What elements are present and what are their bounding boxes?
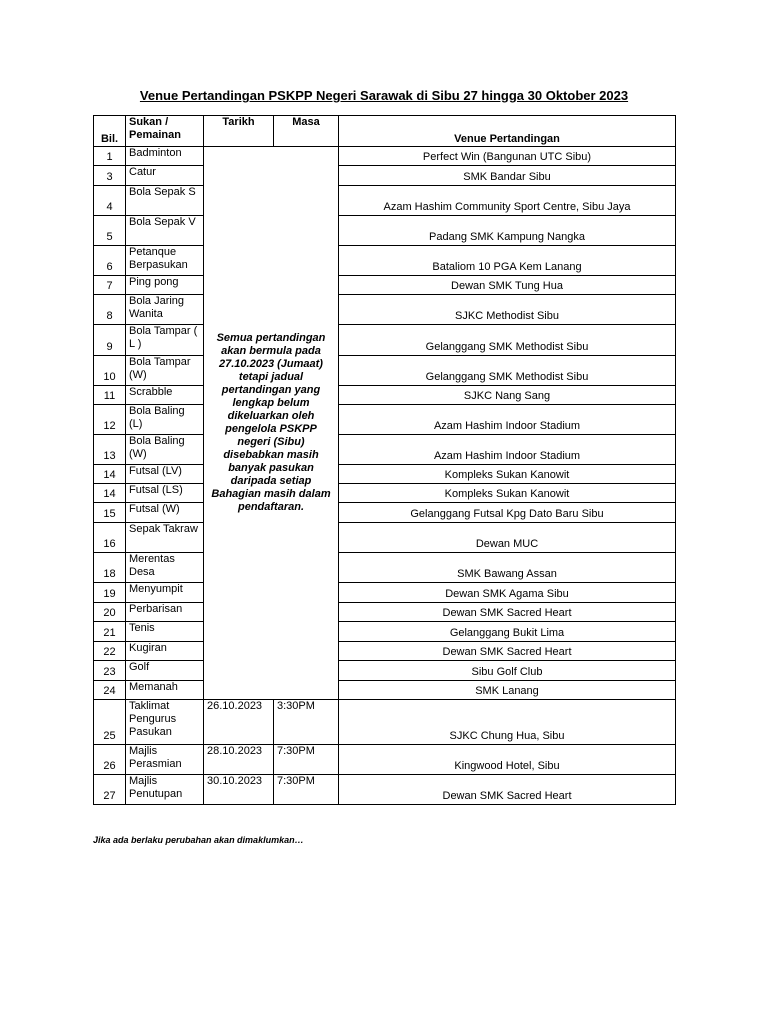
- row-sukan: Futsal (W): [126, 503, 204, 523]
- row-bil: 21: [94, 622, 126, 642]
- table-row: [94, 386, 676, 405]
- table-row: [94, 603, 676, 622]
- row-tarikh: 28.10.2023: [204, 745, 274, 775]
- row-tarikh: 26.10.2023: [204, 700, 274, 745]
- row-sukan: Bola Baling (L): [126, 405, 204, 435]
- row-bil: 12: [94, 405, 126, 435]
- row-sukan: Merentas Desa: [126, 553, 204, 583]
- row-sukan: Majlis Penutupan: [126, 775, 204, 805]
- row-venue: SJKC Methodist Sibu: [339, 295, 676, 325]
- table-row: [94, 503, 676, 523]
- table-row: [94, 246, 676, 276]
- row-sukan: Futsal (LS): [126, 484, 204, 503]
- row-venue: Gelanggang Bukit Lima: [339, 622, 676, 642]
- table-row: [94, 661, 676, 681]
- table-row: [94, 583, 676, 603]
- row-masa: 7:30PM: [274, 745, 339, 775]
- row-sukan: Ping pong: [126, 276, 204, 295]
- row-bil: 19: [94, 583, 126, 603]
- row-sukan: Bola Tampar ( L ): [126, 325, 204, 356]
- row-sukan: Golf: [126, 661, 204, 681]
- row-sukan: Sepak Takraw: [126, 523, 204, 553]
- table-row: [94, 405, 676, 435]
- header-masa: Masa: [274, 116, 339, 147]
- table-row: [94, 295, 676, 325]
- table-row: [94, 681, 676, 700]
- row-bil: 24: [94, 681, 126, 700]
- row-sukan: Menyumpit: [126, 583, 204, 603]
- row-sukan: Petanque Berpasukan: [126, 246, 204, 276]
- header-bil: Bil.: [94, 116, 126, 147]
- row-venue: Azam Hashim Indoor Stadium: [339, 405, 676, 435]
- row-sukan: Bola Jaring Wanita: [126, 295, 204, 325]
- row-bil: 18: [94, 553, 126, 583]
- row-masa: 7:30PM: [274, 775, 339, 805]
- row-bil: 8: [94, 295, 126, 325]
- row-venue: Bataliom 10 PGA Kem Lanang: [339, 246, 676, 276]
- row-sukan: Bola Sepak S: [126, 186, 204, 216]
- row-sukan: Bola Baling (W): [126, 435, 204, 465]
- table-row: [94, 745, 676, 775]
- row-masa: 3:30PM: [274, 700, 339, 745]
- row-bil: 7: [94, 276, 126, 295]
- table-body: [94, 147, 676, 805]
- row-venue: Dewan SMK Tung Hua: [339, 276, 676, 295]
- row-bil: 20: [94, 603, 126, 622]
- row-venue: Azam Hashim Community Sport Centre, Sibu Jaya: [339, 186, 676, 216]
- table-row: [94, 147, 676, 166]
- row-bil: 1: [94, 147, 126, 166]
- table-row: [94, 166, 676, 186]
- table-row: [94, 484, 676, 503]
- table-row: [94, 553, 676, 583]
- row-bil: 15: [94, 503, 126, 523]
- row-venue: Kompleks Sukan Kanowit: [339, 484, 676, 503]
- table-row: [94, 700, 676, 745]
- row-bil: 27: [94, 775, 126, 805]
- schedule-note: Semua pertandingan akan bermula pada 27.10.2023 (Jumaat) tetapi jadual pertandingan yang lengkap belum dikeluarkan oleh pengelola PSKPP negeri (Sibu) disebabkan masih banyak pasukan daripada setiap Bahagian masih dalam pendaftaran.: [204, 147, 339, 700]
- table-row: [94, 186, 676, 216]
- row-venue: SMK Bawang Assan: [339, 553, 676, 583]
- table-row: [94, 775, 676, 805]
- row-sukan: Tenis: [126, 622, 204, 642]
- header-sukan: Sukan / Pemainan: [126, 116, 204, 147]
- row-venue: Gelanggang SMK Methodist Sibu: [339, 325, 676, 356]
- table-row: [94, 622, 676, 642]
- row-venue: SMK Bandar Sibu: [339, 166, 676, 186]
- table-row: [94, 435, 676, 465]
- table-header-row: [94, 116, 676, 147]
- row-venue: SMK Lanang: [339, 681, 676, 700]
- row-bil: 6: [94, 246, 126, 276]
- table-row: [94, 325, 676, 356]
- table-row: [94, 642, 676, 661]
- header-tarikh: Tarikh: [204, 116, 274, 147]
- row-bil: 13: [94, 435, 126, 465]
- row-bil: 22: [94, 642, 126, 661]
- row-bil: 10: [94, 356, 126, 386]
- row-venue: SJKC Chung Hua, Sibu: [339, 700, 676, 745]
- table-row: [94, 276, 676, 295]
- venue-table: [93, 115, 676, 805]
- row-bil: 3: [94, 166, 126, 186]
- row-venue: Gelanggang Futsal Kpg Dato Baru Sibu: [339, 503, 676, 523]
- row-bil: 4: [94, 186, 126, 216]
- row-bil: 23: [94, 661, 126, 681]
- row-sukan: Perbarisan: [126, 603, 204, 622]
- row-venue: Padang SMK Kampung Nangka: [339, 216, 676, 246]
- row-venue: Kingwood Hotel, Sibu: [339, 745, 676, 775]
- row-bil: 26: [94, 745, 126, 775]
- row-sukan: Bola Tampar (W): [126, 356, 204, 386]
- row-sukan: Futsal (LV): [126, 465, 204, 484]
- header-venue: Venue Pertandingan: [339, 116, 676, 147]
- row-venue: Gelanggang SMK Methodist Sibu: [339, 356, 676, 386]
- row-venue: Dewan SMK Sacred Heart: [339, 775, 676, 805]
- row-venue: Dewan SMK Sacred Heart: [339, 642, 676, 661]
- page-title: Venue Pertandingan PSKPP Negeri Sarawak di Sibu 27 hingga 30 Oktober 2023: [139, 88, 629, 103]
- row-sukan: Badminton: [126, 147, 204, 166]
- table-row: [94, 216, 676, 246]
- row-bil: 11: [94, 386, 126, 405]
- row-sukan: Catur: [126, 166, 204, 186]
- row-bil: 16: [94, 523, 126, 553]
- row-venue: Dewan SMK Sacred Heart: [339, 603, 676, 622]
- row-venue: Azam Hashim Indoor Stadium: [339, 435, 676, 465]
- row-venue: Kompleks Sukan Kanowit: [339, 465, 676, 484]
- row-sukan: Majlis Perasmian: [126, 745, 204, 775]
- row-bil: 9: [94, 325, 126, 356]
- row-sukan: Memanah: [126, 681, 204, 700]
- row-bil: 5: [94, 216, 126, 246]
- row-tarikh: 30.10.2023: [204, 775, 274, 805]
- row-venue: Dewan SMK Agama Sibu: [339, 583, 676, 603]
- row-bil: 14: [94, 484, 126, 503]
- row-venue: Sibu Golf Club: [339, 661, 676, 681]
- footnote: Jika ada berlaku perubahan akan dimaklumkan…: [93, 835, 304, 845]
- row-venue: SJKC Nang Sang: [339, 386, 676, 405]
- row-sukan: Taklimat Pengurus Pasukan: [126, 700, 204, 745]
- row-venue: Perfect Win (Bangunan UTC Sibu): [339, 147, 676, 166]
- table-row: [94, 523, 676, 553]
- row-sukan: Bola Sepak V: [126, 216, 204, 246]
- row-sukan: Kugiran: [126, 642, 204, 661]
- row-bil: 14: [94, 465, 126, 484]
- table-row: [94, 465, 676, 484]
- row-bil: 25: [94, 700, 126, 745]
- row-sukan: Scrabble: [126, 386, 204, 405]
- table-row: [94, 356, 676, 386]
- row-venue: Dewan MUC: [339, 523, 676, 553]
